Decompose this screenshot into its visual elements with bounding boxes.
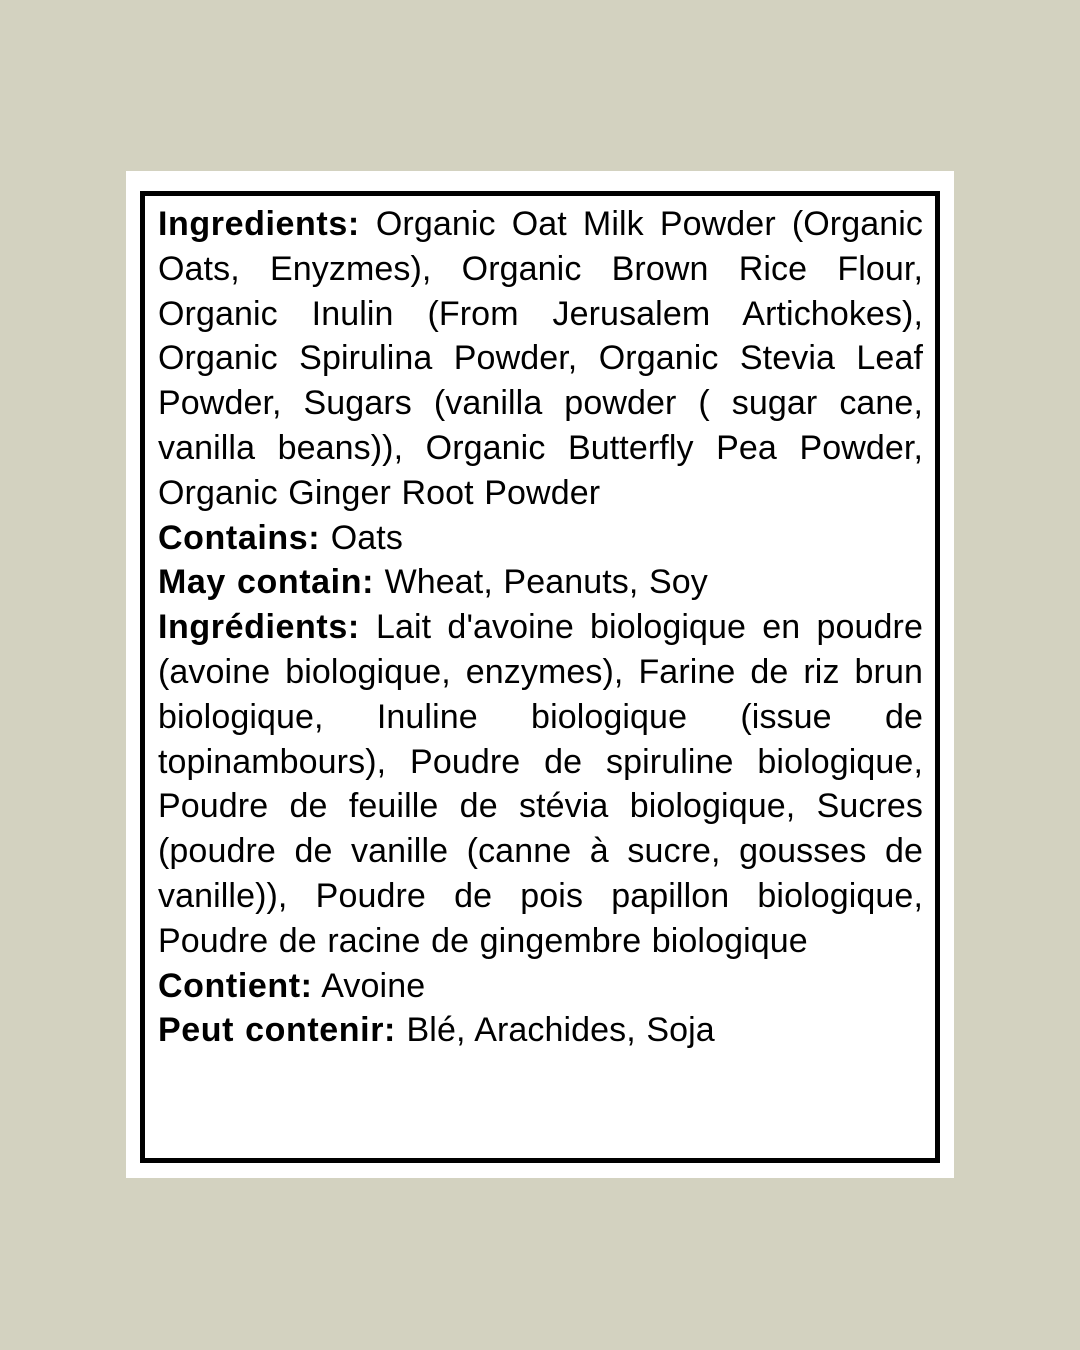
- ingredients-box: [140, 191, 940, 1163]
- section-text-may-contain-en: Wheat, Peanuts, Soy: [384, 563, 708, 602]
- section-text-contains-fr: Avoine: [321, 966, 426, 1005]
- section-text-ingredients-fr: Lait d'avoine biologique en poudre (avoine biologique, enzymes), Farine de riz brun biologique, Inuline biologique (issue de topinambours), Poudre de spiruline biologique, Poudre de feuille de stévia biologique, Sucres (poudre de vanille (canne à sucre, gousses de vanille)), Poudre de pois papillon biologique, Poudre de racine de gingembre biologique: [158, 608, 923, 960]
- section-title-may-contain-en: May contain:: [158, 563, 375, 602]
- contains-line-en: [158, 516, 923, 561]
- may-contain-line-fr: [158, 1008, 923, 1053]
- may-contain-line-en: [158, 560, 923, 605]
- ingredients-section-en: [158, 202, 923, 516]
- label-card: [126, 171, 954, 1178]
- contains-line-fr: [158, 964, 923, 1009]
- section-text-contains-en: Oats: [330, 518, 403, 557]
- section-title-ingredients-en: Ingredients:: [158, 205, 360, 243]
- section-text-ingredients-en: Organic Oat Milk Powder (Organic Oats, Enyzmes), Organic Brown Rice Flour, Organic Inulin (From Jerusalem Artichokes), Organic Spirulina Powder, Organic Stevia Leaf Powder, Sugars (vanilla powder ( sugar cane, vanilla beans)), Organic Butterfly Pea Powder, Organic Ginger Root Powder: [158, 205, 924, 512]
- section-title-contains-en: Contains:: [158, 518, 321, 557]
- section-text-may-contain-fr: Blé, Arachides, Soja: [406, 1011, 715, 1050]
- section-title-contains-fr: Contient:: [158, 966, 313, 1005]
- section-title-may-contain-fr: Peut contenir:: [158, 1011, 396, 1050]
- ingredients-section-fr: [158, 605, 923, 963]
- section-title-ingredients-fr: Ingrédients:: [158, 608, 360, 647]
